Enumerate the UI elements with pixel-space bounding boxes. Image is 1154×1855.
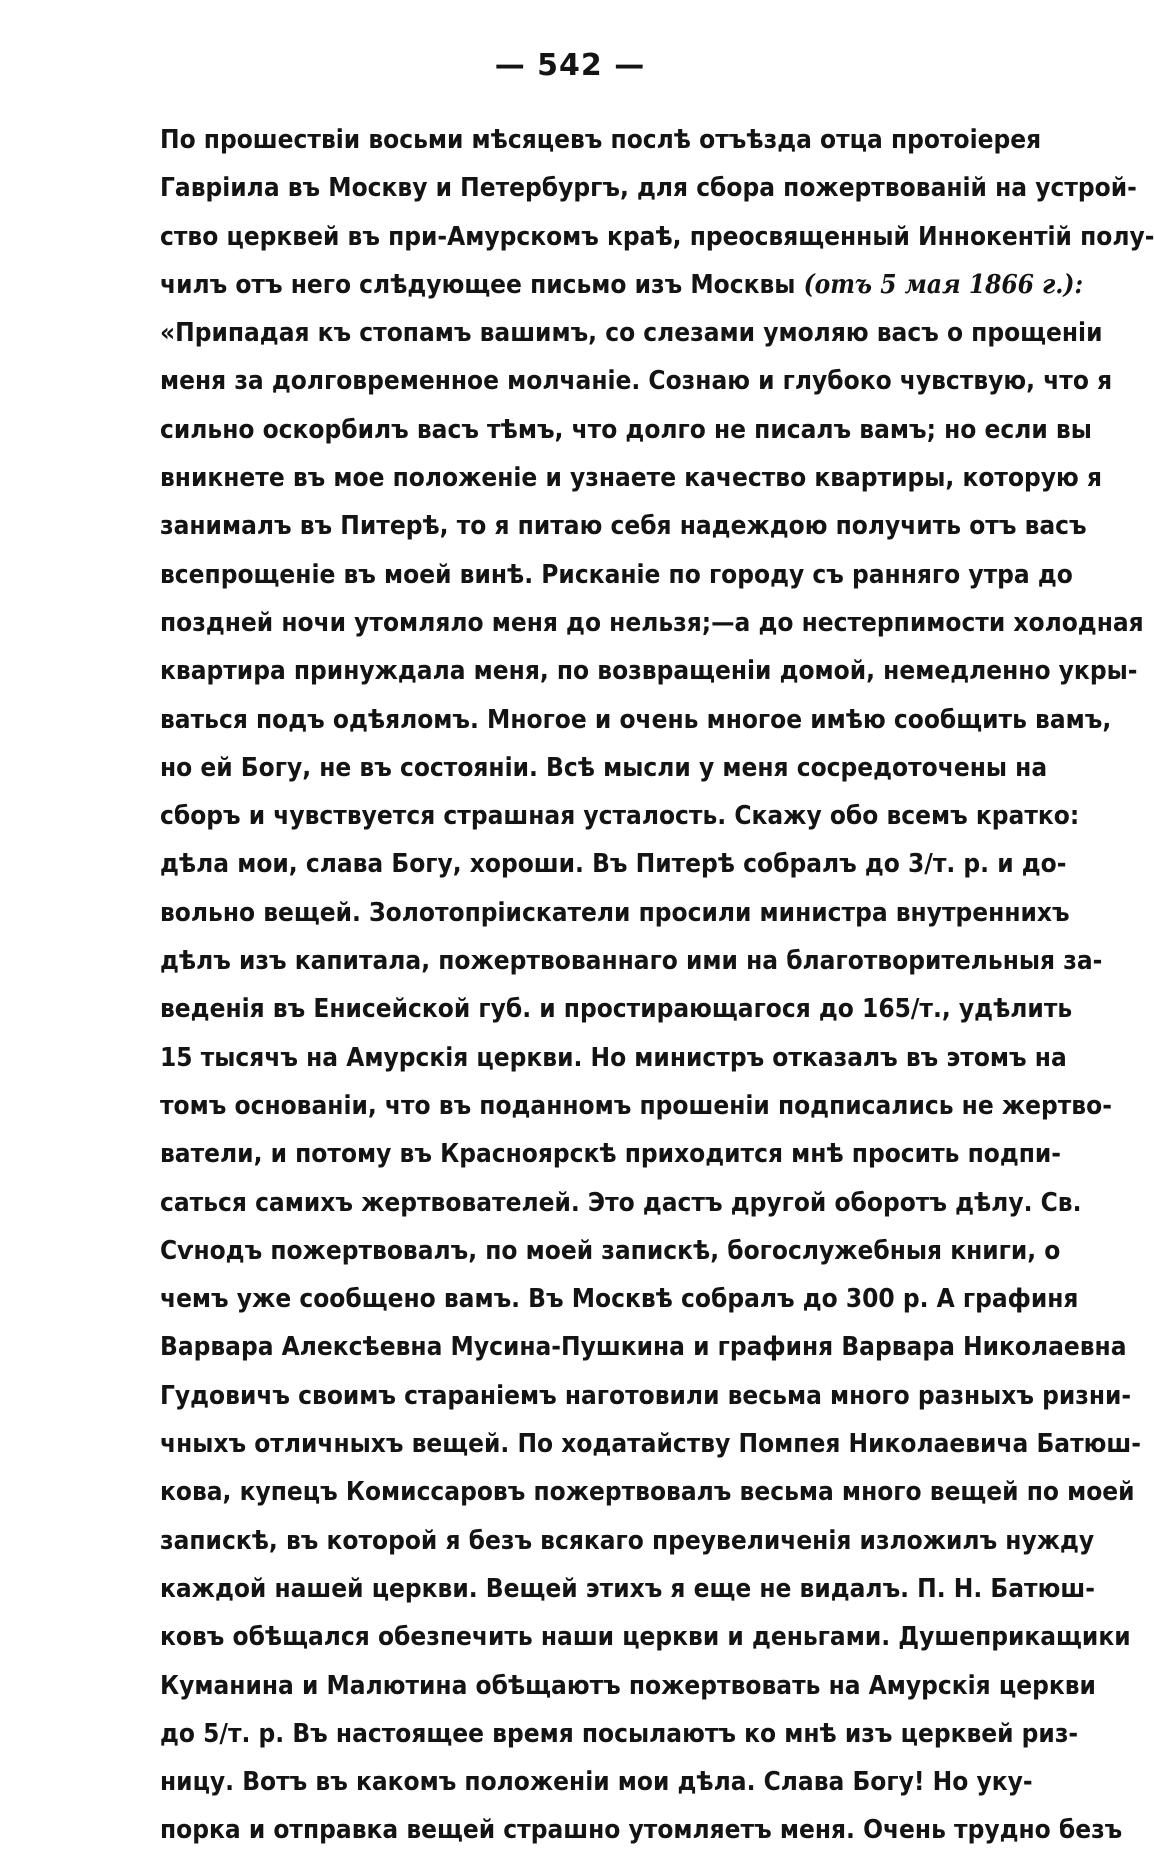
text-line: вольно вещей. Золотопріискатели просили министра внутреннихъ	[160, 897, 1070, 928]
text-line: По прошествіи восьми мѣсяцевъ послѣ отъѣзда отца протоіерея	[160, 125, 1042, 155]
text-line: Сѵнодъ пожертвовалъ, по моей запискѣ, богослужебныя книги, о	[160, 1235, 1061, 1266]
text-line: 15 тысячъ на Амурскія церкви. Но министръ отказалъ въ этомъ на	[160, 1042, 1067, 1073]
text-line: запискѣ, въ которой я безъ всякаго преувеличенія изложилъ нужду	[160, 1525, 1095, 1556]
text-line: порка и отправка вещей страшно утомляетъ меня. Очень трудно безъ	[160, 1815, 1123, 1846]
body-text	[160, 116, 1154, 1855]
text-line: сильно оскорбилъ васъ тѣмъ, что долго не писалъ вамъ; но если вы	[160, 414, 1092, 445]
page-number: — 542 —	[494, 48, 646, 83]
text-line: Гавріила въ Москву и Петербургъ, для сбора пожертвованій на устрой-	[160, 173, 1137, 204]
text-line: Гудовичъ своимъ стараніемъ наготовили весьма много разныхъ ризни-	[160, 1380, 1132, 1411]
text-line: квартира принуждала меня, по возвращеніи домой, немедленно укры-	[160, 656, 1138, 687]
text-line: дѣлъ изъ капитала, пожертвованнаго ими на благотворительныя за-	[160, 946, 1103, 977]
text-line: ваться подъ одѣяломъ. Многое и очень многое имѣю сообщить вамъ,	[160, 704, 1112, 735]
text-line: занималъ въ Питерѣ, то я питаю себя надеждою получить отъ васъ	[160, 511, 1087, 542]
text-line: Варвара Алексѣевна Мусина-Пушкина и графиня Варвара Николаевна	[160, 1332, 1127, 1363]
text-line: ковъ обѣщался обезпечить наши церкви и деньгами. Душеприкащики	[160, 1622, 1131, 1653]
text-line-with-date	[160, 261, 1084, 309]
letter-date: (отъ 5 мая 1866 г.):	[803, 269, 1084, 300]
text-line: сборъ и чувствуется страшная усталость. Скажу обо всемъ кратко:	[160, 801, 1080, 832]
text-line: каждой нашей церкви. Вещей этихъ я еще не видалъ. П. Н. Батюш-	[160, 1573, 1095, 1604]
text-line: но ей Богу, не въ состояніи. Всѣ мысли у меня сосредоточены на	[160, 752, 1048, 783]
text-line: Куманина и Малютина обѣщаютъ пожертвовать на Амурскія церкви	[160, 1670, 1096, 1701]
text-line: всепрощеніе въ моей винѣ. Рисканіе по городу съ ранняго утра до	[160, 559, 1073, 590]
text-line: чемъ уже сообщено вамъ. Въ Москвѣ собралъ до 300 р. А графиня	[160, 1284, 1079, 1315]
text-line: «Припадая къ стопамъ вашимъ, со слезами умоляю васъ о прощеніи	[160, 318, 1103, 349]
text-line: вникнете въ мое положеніе и узнаете качество квартиры, которую я	[160, 463, 1102, 494]
text-line: томъ основаніи, что въ поданномъ прошеніи подписались не жертво-	[160, 1090, 1112, 1121]
text-line: дѣла мои, слава Богу, хороши. Въ Питерѣ собралъ до 3/т. р. и до-	[160, 849, 1067, 880]
text-line: саться самихъ жертвователей. Это дастъ другой оборотъ дѣлу. Св.	[160, 1187, 1082, 1218]
text-line-start: чилъ отъ него слѣдующее письмо изъ Москвы	[160, 269, 796, 300]
text-line: ватели, и потому въ Красноярскѣ приходится мнѣ просить подпи-	[160, 1139, 1061, 1170]
text-line: кова, купецъ Комиссаровъ пожертвовалъ весьма много вещей по моей	[160, 1477, 1135, 1508]
text-line: до 5/т. р. Въ настоящее время посылаютъ ко мнѣ изъ церквей риз-	[160, 1718, 1079, 1749]
text-line: ницу. Вотъ въ какомъ положеніи мои дѣла. Слава Богу! Но уку-	[160, 1767, 1033, 1798]
text-line: меня за долговременное молчаніе. Сознаю и глубоко чувствую, что я	[160, 366, 1113, 397]
text-line: поздней ночи утомляло меня до нельзя;—а до нестерпимости холодная	[160, 607, 1144, 638]
text-line: веденія въ Енисейской губ. и простирающагося до 165/т., удѣлить	[160, 994, 1073, 1025]
text-line: чныхъ отличныхъ вещей. По ходатайству Помпея Николаевича Батюш-	[160, 1429, 1141, 1460]
text-line: ство церквей въ при-Амурскомъ краѣ, преосвященный Иннокентій полу-	[160, 221, 1154, 252]
